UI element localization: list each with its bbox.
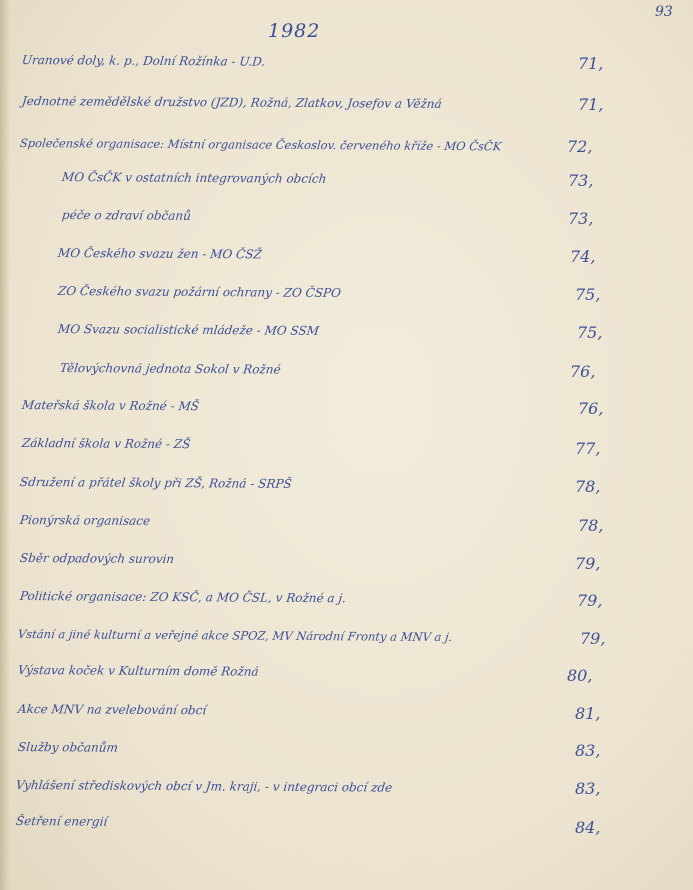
entry-page: 80, — [567, 666, 593, 685]
entry-text: Sběr odpadových surovin — [19, 551, 175, 567]
entry-text: Mateřská škola v Rožné - MŠ — [21, 398, 200, 414]
entry-text: Sdružení a přátel školy při ZŠ, Rožná - SRPŠ — [19, 475, 293, 491]
entry-page: 75, — [575, 285, 601, 304]
entry-text: Politické organisace: ZO KSČ, a MO ČSL, v Rožné a j. — [19, 589, 347, 606]
entry-text: Jednotné zemědělské družstvo (JZD), Rožná, Zlatkov, Josefov a Věžná — [21, 94, 443, 111]
entry-text: Akce MNV na zvelebování obcí — [17, 702, 208, 718]
entry-page: 71, — [578, 95, 604, 114]
entry-text: Služby občanům — [17, 740, 119, 755]
entry-text: MO ČsČK v ostatních integrovaných obcích — [61, 170, 328, 186]
entry-text: Tělovýchovná jednota Sokol v Rožné — [59, 361, 282, 377]
entry-text: Základní škola v Rožné - ZŠ — [21, 436, 192, 452]
index-entry — [0, 128, 693, 158]
entry-text: MO Svazu socialistické mládeže - MO SSM — [57, 322, 320, 338]
entry-page: 77, — [575, 439, 601, 458]
entry-page: 71, — [578, 54, 604, 73]
entry-page: 81, — [575, 704, 601, 723]
index-entry — [0, 390, 693, 420]
entry-page: 75, — [577, 323, 603, 342]
index-entry — [0, 238, 693, 268]
index-entry — [0, 276, 693, 306]
entry-text: Vstání a jiné kulturní a veřejné akce SPOZ, MV Národní Fronty a MNV a j. — [17, 627, 454, 645]
index-entry — [0, 694, 693, 724]
entry-page: 76, — [578, 399, 604, 418]
entry-page: 79, — [580, 629, 606, 648]
entry-page: 73, — [568, 171, 594, 190]
entry-page: 83, — [575, 779, 601, 798]
entry-text: Společenské organisace: Místní organisace Českoslov. červeného kříže - MO ČsČK — [19, 136, 503, 154]
index-entry — [0, 45, 693, 75]
index-entry — [0, 314, 693, 344]
entry-text: ZO Českého svazu požární ochrany - ZO ČSPO — [57, 284, 342, 300]
entry-page: 72, — [567, 137, 593, 156]
index-entry — [0, 86, 693, 116]
entry-page: 76, — [570, 362, 596, 381]
entry-text: Výstava koček v Kulturním domě Rožná — [17, 663, 260, 679]
entry-page: 79, — [575, 554, 601, 573]
entry-page: 84, — [575, 818, 601, 837]
entry-page: 78, — [575, 477, 601, 496]
index-entry — [0, 505, 693, 535]
index-entry — [0, 655, 693, 685]
index-entry — [0, 732, 693, 762]
page-number: 93 — [655, 4, 673, 20]
entry-page: 83, — [575, 741, 601, 760]
index-entry — [0, 353, 693, 383]
entry-text: Šetření energií — [15, 814, 109, 829]
index-entry — [0, 581, 693, 611]
entry-page: 73, — [568, 209, 594, 228]
entry-page: 74, — [570, 247, 596, 266]
entry-text: péče o zdraví občanů — [61, 208, 192, 223]
index-entry — [0, 543, 693, 573]
year-heading: 1982 — [268, 20, 321, 42]
index-entry — [0, 162, 693, 192]
entry-text: Pionýrská organisace — [19, 513, 151, 528]
index-entry — [0, 806, 693, 836]
entry-text: MO Českého svazu žen - MO ČSŽ — [57, 246, 263, 262]
entry-text: Uranové doly, k. p., Dolní Rožínka - U.D. — [21, 53, 267, 69]
entry-text: Vyhlášení střediskových obcí v Jm. kraji, - v integraci obcí zde — [15, 778, 393, 795]
index-entry — [0, 619, 693, 649]
index-entry — [0, 428, 693, 458]
index-entry — [0, 770, 693, 800]
index-entry — [0, 467, 693, 497]
entry-page: 79, — [577, 591, 603, 610]
index-entry — [0, 200, 693, 230]
entry-page: 78, — [578, 516, 604, 535]
